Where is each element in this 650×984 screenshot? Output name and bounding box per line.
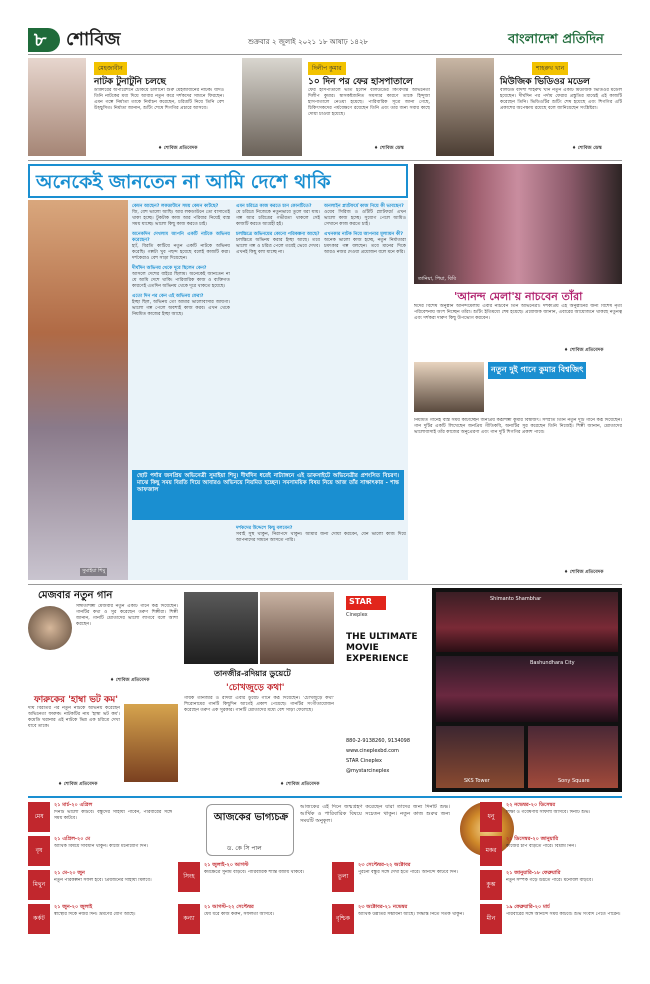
photo-caption: তানিয়া, পিয়া, বিবি	[418, 276, 457, 282]
bishwajit-credit: ♦ শোবিজ প্রতিবেদক	[564, 570, 604, 575]
tanzir-body: গায়ক তানজীর ও রদিয়া এবার ডুয়েট গানে কণ্ঠ দিয়েছেন। 'চোখজুড়ে কথা' শিরোনামের গানটি কিছুদিন আগেই প্রকাশ পেয়েছে। গানটির সংগীতায়োজন করেছেন তরুণ এক সুরকার। গানটি শ্রোতাদের মধ্যে বেশ সাড়া ফেলেছে।	[184, 696, 334, 713]
sign-entry	[480, 904, 622, 934]
sign-text: ধৈর্য ধরে কাজ করুন, সফলতা আসবে।	[204, 912, 274, 917]
question: দীর্ঘদিন অভিনয় থেকে দূরে ছিলেন কেন?	[132, 266, 207, 271]
teaser-credit: ♦ শোবিজ প্রতিবেদক	[158, 146, 198, 151]
qa-column-3	[324, 204, 406, 256]
sign-name: তুলা	[332, 862, 354, 892]
sign-text: কাজের চাপ বাড়তে পারে। বিশ্রাম নিন।	[506, 844, 576, 849]
sign-text: কর্মক্ষেত্রে সুনাম বাড়বে। পারিবারিক শান্তি বজায় থাকবে।	[204, 870, 305, 875]
ad-phone: 880-2-9138260, 9134098	[346, 738, 411, 744]
qa-column-2	[236, 204, 320, 256]
sign-date: ২৩ সেপ্টেম্বর-২২ অক্টোবর	[358, 862, 411, 868]
paper-name: বাংলাদেশ প্রতিদিন	[508, 32, 604, 47]
horoscope-intro: আজকের এই দিনে জন্মগ্রহণ করেছেন যারা তাদের জন্য দিনটি শুভ। আর্থিক ও পারিবারিক বিষয়ে সচেতন থাকুন। নতুন কাজ শুরুর জন্য সময়টি অনুকূল।	[300, 804, 450, 824]
page-number: ৮	[34, 29, 47, 51]
teaser-mehjabin	[28, 58, 226, 156]
question: অনেকদিন দেখলাম আপনি একটি নাটকে অভিনয় করেছেন?	[132, 232, 230, 243]
shahrukh-photo	[436, 58, 494, 156]
farukh-credit: ♦ শোবিজ প্রতিবেদক	[58, 782, 98, 787]
answer: জি, বেশ ভালো আছি। আর লকডাউনে তো বাসাতেই থাকা হচ্ছে। টুকটাক কাজ আর পরিবার নিয়েই ব্যস্ত সময় যাচ্ছে। ভালো কিছু কাজ করতে চাই।	[132, 210, 230, 227]
farukh-body: দীর্ঘ বিরতির পর নতুন নাটকে অভিনয় করেছেন অভিনেতা ফারুক। নাটকটির নাম 'হাম্বা ভট কম'। কমেডি ঘরানার এই নাটকে ভিন্ন এক চরিত্রে দেখা যাবে তাকে।	[28, 706, 120, 729]
sign-text: নতুন সম্পর্ক গড়ে উঠতে পারে। মনোবল বাড়বে।	[506, 878, 593, 883]
farukh-section	[28, 692, 178, 792]
photo-caption: সুমাইয়া শিমু	[82, 568, 106, 574]
sign-text: শিক্ষা ও গবেষণায় সাফল্য আসবে। দিনটি শুভ।	[506, 810, 591, 815]
tanzir-credit: ♦ শোবিজ প্রতিবেদক	[280, 782, 320, 787]
sign-name: কন্যা	[178, 904, 200, 934]
mid-rule	[28, 584, 622, 585]
sign-date: ১৯ ফেব্রুয়ারি-২০ মার্চ	[506, 904, 550, 910]
sign-text: নতুন পরিকল্পনা সফল হবে। প্রিয়জনের সাহায্য মিলবে।	[54, 878, 152, 883]
sign-name: মেষ	[28, 802, 50, 832]
question: দর্শকদের উদ্দেশে কিছু বলবেন?	[236, 526, 293, 531]
location-label: SKS Tower	[464, 778, 490, 784]
sign-date: ২১ জুলাই-২০ আগস্ট	[204, 862, 249, 868]
sign-name: ধনু	[480, 802, 502, 832]
sign-text: পুরনো বন্ধুর সঙ্গে দেখা হতে পারে। আনন্দে কাটবে দিন।	[358, 870, 458, 875]
tanzir-headline-2: 'চোখজুড়ে কথা'	[226, 683, 285, 693]
star-cineplex-ad	[340, 588, 622, 792]
sign-entry	[178, 904, 328, 934]
mejbar-body: সঙ্গীতশিল্পী মেজবার নতুন একটি গানে কণ্ঠ দিয়েছেন। গানটির কথা ও সুর করেছেন তরুণ শিল্পীরা। শিল্পী জানান, গানটি শ্রোতাদের ভালো লাগবে বলে আশা করছেন।	[76, 604, 178, 627]
ad-web[interactable]: www.cineplexbd.com	[346, 748, 399, 754]
teaser-headline: ১০ দিন পর ফের হাসপাতালে	[308, 77, 413, 87]
sign-text: দিনটি ভালো কাটবে। বন্ধুদের সাহায্য পাবেন, পরিবারের সঙ্গে সময় কাটবে।	[54, 810, 172, 821]
question: অনলাইন প্ল্যাটফর্মে কাজ নিয়ে কী ভাবছেন?	[324, 204, 404, 209]
sign-date: ২১ এপ্রিল-২০ মে	[54, 836, 91, 842]
anondo-headline: 'আনন্দ মেলা'য় নাচবেন তাঁরা	[454, 290, 583, 303]
anondo-section	[414, 164, 622, 358]
sign-text: আর্থিক উন্নতির সম্ভাবনা আছে। সিদ্ধান্ত নিতে সতর্ক থাকুন।	[358, 912, 464, 917]
ad-brand: STAR	[349, 597, 372, 606]
sign-date: ২১ মে-২০ জুন	[54, 870, 85, 876]
ad-brand-sub: Cineplex	[346, 612, 368, 618]
answer: অনেক ভালো কাজ হচ্ছে, নতুন নির্মাতারা চমৎকার গল্প বলছেন। তবে মানের দিকে আরও নজর দেওয়া প্রয়োজন বলে মনে করি।	[324, 238, 406, 255]
lead-intro-box	[132, 470, 404, 520]
horoscope-title-box	[206, 804, 294, 856]
answer: ওয়েব সিরিজ ও ওটিটি প্ল্যাটফর্মে এখন ভালো কাজ হচ্ছে। সুযোগ পেলে আমিও সেখানে কাজ করতে চাই।	[324, 210, 406, 227]
tanzir-headline-1: তানজীর-রদিয়ার ডুয়েটে	[214, 669, 291, 678]
bishwajit-body: নিয়মিত গানেই ব্যস্ত সময় কাটাচ্ছেন জনপ্রিয় কণ্ঠশিল্পী কুমার বিশ্বজিৎ। সম্প্রতি তিনি নতুন দুটি গানে কণ্ঠ দিয়েছেন। গান দুটির একটি লিখেছেন জনপ্রিয় গীতিকবি, অন্যটির সুর করেছেন তিনি নিজেই। শিল্পী জানান, শ্রোতাদের ভালোবাসাই তাঁর কাজের অনুপ্রেরণা এবং গান দুটি শিগগির প্রকাশ পাবে।	[414, 418, 622, 435]
farukh-photo	[124, 704, 178, 782]
dilip-photo	[242, 58, 302, 156]
teaser-body: ডাক্তারের অপারেশনে চেকিয়ে চালানো শুরু মেহজাবীনের নাটক। যদিও তিনি নাটকের মধ্য দিয়ে আবার নতুন করে দর্শকদের সামনে ফিরছেন। এমন গল্পে নির্মাতা তাকে নির্বাচন করেছেন, চরিত্রটি নিয়ে তিনি বেশ উচ্ছ্বসিত। নির্মাতা জানান, শুটিং শেষে শিগগির প্রচারে আসবে।	[94, 88, 224, 111]
sign-text: পরিবারের সঙ্গে আনন্দে সময় কাটবে। শুভ সংবাদ পেতে পারেন।	[506, 912, 621, 917]
mejbar-photo	[28, 606, 72, 650]
teaser-shahrukh	[436, 58, 622, 156]
rodia-photo	[260, 592, 334, 664]
ad-facebook[interactable]: STAR Cineplex	[346, 758, 382, 764]
anondo-credit: ♦ শোবিজ প্রতিবেদক	[564, 348, 604, 353]
bishwajit-photo	[414, 362, 484, 412]
horoscope-title: আজকের ভাগ্যচক্র	[213, 812, 289, 823]
sign-date: ২১ জুন-২০ জুলাই	[54, 904, 93, 910]
mejbar-section	[28, 588, 178, 688]
bishwajit-headline: নতুন দুই গানে কুমার বিশ্বজিৎ	[488, 362, 586, 379]
sign-text: স্বাস্থ্যের দিকে নজর দিন। ভ্রমণের যোগ আছে।	[54, 912, 136, 917]
section-title: শোবিজ	[66, 29, 121, 50]
answer: হ্যাঁ, বিরতি কাটিয়ে নতুন একটি নাটকে অভিনয় করেছি। গল্পটা খুব পছন্দ হয়েছে বলেই কাজটি করা। দর্শকেরাও বেশ সাড়া দিয়েছেন।	[132, 244, 230, 261]
mejbar-headline: মেজবার নতুন গান	[38, 590, 113, 601]
anondo-photo	[414, 164, 622, 284]
sign-name: মিথুন	[28, 870, 50, 900]
sign-entry	[480, 870, 622, 900]
sign-entry	[332, 904, 476, 934]
sign-name: বৃষ	[28, 836, 50, 866]
farukh-headline: ফারুকের 'হাম্বা ভট কম'	[34, 695, 119, 705]
sign-entry	[28, 836, 172, 866]
tanzir-section	[184, 588, 334, 792]
tanzir-photo	[184, 592, 258, 664]
shimu-photo	[28, 200, 128, 580]
sign-entry	[178, 862, 328, 892]
teaser-tag: দিলীপ কুমার	[308, 62, 346, 75]
sign-date: ২১ জানুয়ারি-১৮ ফেব্রুয়ারি	[506, 870, 561, 876]
location-label: Shimanto Shambhar	[490, 596, 542, 602]
theater-photo-2	[436, 656, 618, 722]
sign-text: আর্থিক বিষয়ে সাবধান থাকুন। কাজে মনোযোগ দিন।	[54, 844, 148, 849]
bishwajit-section	[414, 362, 622, 580]
sign-entry	[28, 904, 172, 934]
mejbar-credit: ♦ শোবিজ প্রতিবেদক	[110, 678, 150, 683]
dateline: শুক্রবার ২ জুলাই ২০২১ ১৮ আষাঢ় ১৪২৮	[248, 38, 369, 46]
answer: সবাই সুস্থ থাকুন, নিরাপদে থাকুন। আমার জন্য দোয়া করবেন, যেন ভালো কাজ দিয়ে আপনাদের সামনে আসতে পারি।	[236, 532, 406, 543]
sign-name: মীন	[480, 904, 502, 934]
ad-slogan: THE ULTIMATE MOVIE EXPERIENCE	[346, 632, 418, 664]
answer: আসলে দেশের বাইরে ছিলাম। অনেকেই জানতেন না যে আমি দেশে থাকি। পারিবারিক কাজ ও ব্যক্তিগত কারণেই এতদিন অভিনয় থেকে দূরে থাকতে হয়েছে।	[132, 272, 230, 289]
answer: চলচ্চিত্রে অভিনয় করার ইচ্ছা আছে। তবে ভালো গল্প ও চরিত্র পেলে তবেই ভেবে দেখব। এখনই কিছু বলা যাচ্ছে না।	[236, 238, 320, 255]
sign-name: কুম্ভ	[480, 870, 502, 900]
sign-name: সিংহ	[178, 862, 200, 892]
question: চলচ্চিত্রে অভিনয়ের কোনো পরিকল্পনা আছে?	[236, 232, 320, 237]
sign-date: ২১ আগস্ট-২২ সেপ্টেম্বর	[204, 904, 254, 910]
sign-entry	[332, 862, 476, 892]
sign-entry	[28, 870, 172, 900]
location-label: Bashundhara City	[530, 660, 575, 666]
qa-column-4	[236, 526, 406, 544]
answer: যে চরিত্রে নিজেকে নতুনভাবে তুলে ধরা যায়। গল্প আর চরিত্রের গভীরতা থাকলে সেই কাজটি করতে আগ্রহী হই।	[236, 210, 320, 227]
sign-date: ২১ ডিসেম্বর-২০ জানুয়ারি	[506, 836, 559, 842]
teaser-dilip	[234, 58, 430, 156]
lead-headline: অনেকেই জানতেন না আমি দেশে থাকি	[36, 171, 331, 193]
qa-column-1	[132, 204, 230, 318]
sign-entry	[28, 802, 172, 832]
teaser-tag: শাহরুখ খান	[532, 62, 568, 75]
sign-entry	[480, 802, 622, 832]
sign-name: বৃশ্চিক	[332, 904, 354, 934]
ad-instagram[interactable]: @mystarcineplex	[346, 768, 390, 774]
teaser-rule	[28, 160, 622, 161]
masthead	[28, 28, 622, 52]
mehjabin-photo	[28, 58, 86, 156]
anondo-body: ঈদের বিশেষ অনুষ্ঠান আনন্দমেলায় এবার নাচবেন তিন অভিনেত্রী। দর্শকপ্রিয় এই অনুষ্ঠানের জন্য বিশেষ নৃত্য পরিবেশনায় অংশ নিচ্ছেন তাঁরা। শুটিং ইতিমধ্যে শেষ হয়েছে। প্রযোজক জানান, এবারের আয়োজনে থাকছে নতুনত্ব এবং দর্শকরা দারুণ কিছু উপভোগ করবেন।	[414, 304, 622, 321]
horoscope-author: ড. কে সি পাল	[227, 845, 262, 852]
question: এখনকার নাটক নিয়ে আপনার মূল্যায়ন কী?	[324, 232, 404, 237]
teaser-body: বলিউড বাদশা শাহরুখ খান নতুন একটি মিউজিক ভিডিওর মডেল হয়েছেন। দীর্ঘদিন পর পর্দায় ফেরার প্রস্তুতির মাঝেই এই কাজটি করেছেন তিনি। ভিডিওটির শুটিং শেষ হয়েছে এবং শিগগির এটি প্রকাশের অপেক্ষায় রয়েছে বলে জানিয়েছেন সংশ্লিষ্টরা।	[500, 88, 622, 111]
lead-panel	[28, 200, 408, 580]
masthead-rule	[28, 54, 622, 55]
answer: ইচ্ছা ছিল, অভিনয় তো আমার ভালোবাসার জায়গা। ভালো গল্প পেলে অবশ্যই কাজ করব। এখন থেকে নিয়মিত কাজের ইচ্ছা আছে।	[132, 300, 230, 317]
sign-name: মকর	[480, 836, 502, 866]
teaser-credit: ♦ শোবিজ ডেস্ক	[572, 146, 602, 151]
teaser-headline: নাটক টুনাটুনি চলছে	[94, 77, 166, 87]
question: এতো দিন পর কেন এই অভিনয় ফেরা?	[132, 294, 204, 299]
sign-date: ২২ নভেম্বর-২০ ডিসেম্বর	[506, 802, 556, 808]
question: কেমন আছেন? লকডাউনে সময় কেমন কাটছে?	[132, 204, 219, 209]
sign-entry	[480, 836, 622, 866]
teaser-tag: মেহজাবীন	[94, 62, 127, 75]
lead-intro: ছোট পর্দার জনপ্রিয় অভিনেত্রী সুমাইয়া শিমু। দীর্ঘদিন ধরেই নাট্যাঙ্গনে এই ডাকসাইটে অভিনেত্রীর প্রশংসিত বিচরণ। মাঝে কিছু সময় বিরতি দিয়ে আবারও অভিনয়ে নিয়মিত হচ্ছেন। সমসাময়িক বিষয় নিয়ে আজ তাঁর সাক্ষাৎকার - শান্ত আফজাল	[137, 473, 399, 493]
sign-date: ২১ মার্চ-২০ এপ্রিল	[54, 802, 93, 808]
lead-headline-box	[28, 164, 408, 198]
teaser-credit: ♦ শোবিজ ডেস্ক	[374, 146, 404, 151]
teaser-body: ফের হাসপাতালে ভর্তি হলেন বলিউডের কিংবদন্তি অভিনেতা দিলীপ কুমার। শ্বাসকষ্টজনিত সমস্যার কারণে তাকে হিন্দুজা হাসপাতালে নেওয়া হয়েছে। পারিবারিক সূত্রে জানা গেছে, চিকিৎসকদের পর্যবেক্ষণে রয়েছেন তিনি এবং তার জন্য সবার কাছে দোয়া চাওয়া হয়েছে।	[308, 88, 430, 117]
location-label: Sony Square	[558, 778, 590, 784]
question: এমন চরিত্রে কাজ করতে চান কোনটিতে?	[236, 204, 312, 209]
sign-date: ২৩ অক্টোবর-২১ নভেম্বর	[358, 904, 408, 910]
sign-name: কর্কট	[28, 904, 50, 934]
teaser-headline: মিউজিক ভিডিওর মডেল	[500, 77, 590, 87]
